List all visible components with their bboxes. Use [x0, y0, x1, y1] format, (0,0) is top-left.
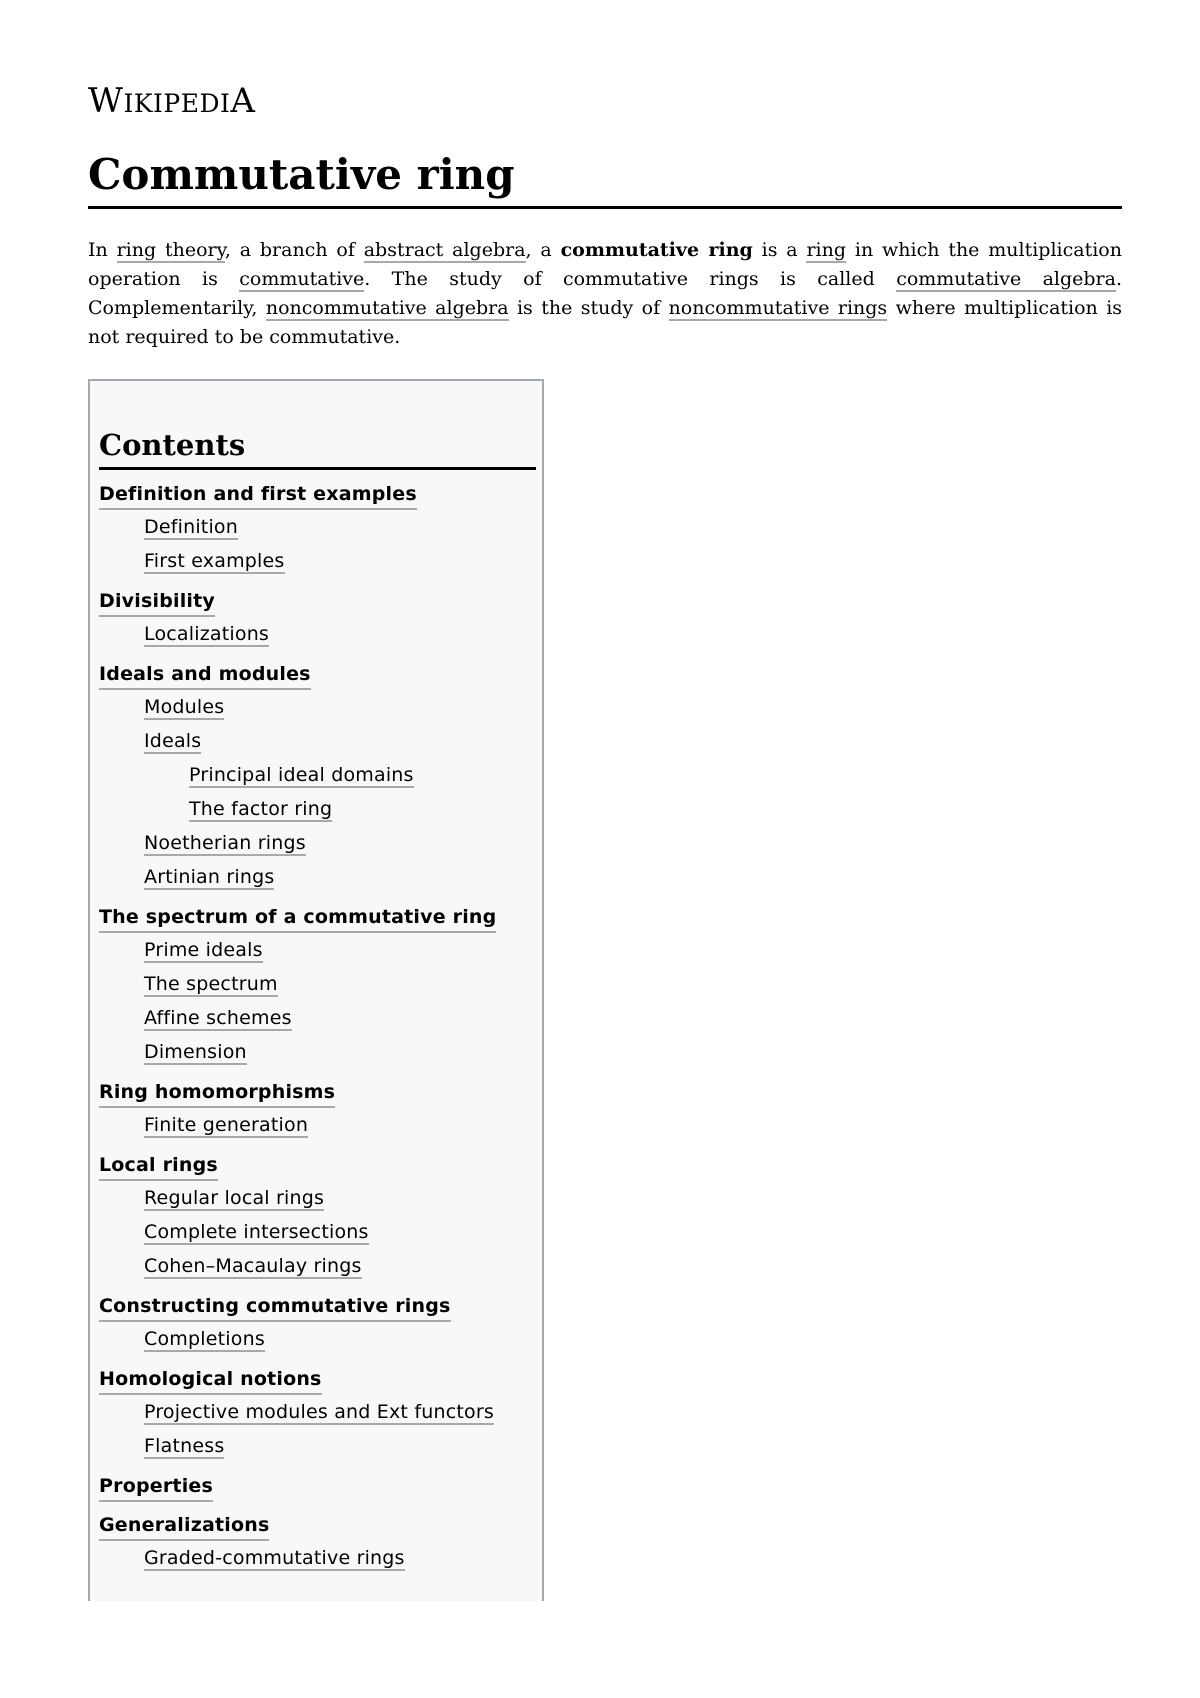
toc-item — [144, 1001, 496, 1035]
toc-item — [144, 967, 496, 1001]
toc-link-level2[interactable]: Complete intersections — [144, 1221, 369, 1243]
toc-link-level2[interactable]: Finite generation — [144, 1114, 309, 1136]
toc-item — [189, 792, 496, 826]
toc-item — [144, 1035, 496, 1069]
toc-item — [144, 1108, 496, 1142]
toc-sublist — [99, 617, 496, 651]
toc-link-level2[interactable]: Modules — [144, 696, 225, 718]
toc-list — [99, 481, 496, 1585]
intro-text: . The study of commutative rings is called — [364, 268, 897, 290]
toc-title: Contents — [99, 425, 536, 470]
toc-sublist — [99, 1395, 496, 1463]
link-abstract-algebra[interactable]: abstract algebra — [363, 239, 526, 261]
link-noncommutative-rings[interactable]: noncommutative rings — [668, 297, 888, 319]
intro-text: is a — [752, 239, 807, 261]
toc-item — [144, 933, 496, 967]
link-noncommutative-algebra[interactable]: noncommutative algebra — [265, 297, 509, 319]
toc-link-level1[interactable]: Ideals and modules — [99, 661, 311, 690]
toc-link-level2[interactable]: The spectrum — [144, 973, 278, 995]
toc-link-level1[interactable]: Local rings — [99, 1152, 218, 1181]
link-ring[interactable]: ring — [806, 239, 847, 261]
toc-link-level2[interactable]: Dimension — [144, 1041, 247, 1063]
toc-item — [144, 617, 496, 651]
logo-letter-a: A — [230, 81, 256, 121]
intro-text: , a branch of — [224, 239, 364, 261]
toc-item — [144, 860, 496, 894]
toc-item — [144, 724, 496, 826]
toc-item — [144, 1181, 496, 1215]
toc-sublist — [99, 933, 496, 1069]
toc-section — [99, 904, 496, 1069]
intro-text: . Complementarily, — [88, 268, 1123, 319]
toc-link-level2[interactable]: Localizations — [144, 623, 270, 645]
toc-link-level1[interactable]: Ring homomorphisms — [99, 1079, 335, 1108]
toc-link-level2[interactable]: Definition — [144, 516, 239, 538]
toc-link-level2[interactable]: Completions — [144, 1328, 265, 1350]
toc-link-level1[interactable]: Homological notions — [99, 1366, 322, 1395]
toc-sublist — [144, 758, 496, 826]
logo-letter-w: W — [88, 81, 124, 121]
toc-link-level2[interactable]: Ideals — [144, 730, 202, 752]
toc-link-level1[interactable]: Definition and first examples — [99, 481, 417, 510]
toc-sublist — [99, 1322, 496, 1356]
toc-link-level2[interactable]: Cohen–Macaulay rings — [144, 1255, 362, 1277]
toc-sublist — [99, 690, 496, 894]
toc-link-level3[interactable]: Principal ideal domains — [189, 764, 414, 786]
intro-text: in which the multiplication operation is — [88, 239, 1122, 290]
intro-paragraph — [88, 236, 1122, 352]
toc-link-level1[interactable]: The spectrum of a commutative ring — [99, 904, 496, 933]
toc-section — [99, 481, 496, 578]
intro-text: is the study of — [508, 297, 669, 319]
toc-link-level2[interactable]: Affine schemes — [144, 1007, 292, 1029]
toc-link-level1[interactable]: Generalizations — [99, 1512, 269, 1541]
toc-link-level1[interactable]: Properties — [99, 1473, 213, 1502]
toc-link-level3[interactable]: The factor ring — [189, 798, 333, 820]
toc-link-level2[interactable]: Flatness — [144, 1435, 225, 1457]
toc-item — [144, 1395, 496, 1429]
toc-link-level2[interactable]: Artinian rings — [144, 866, 275, 888]
toc-link-level1[interactable]: Divisibility — [99, 588, 215, 617]
toc-section — [99, 1293, 496, 1356]
toc-link-level2[interactable]: Prime ideals — [144, 939, 263, 961]
toc-section — [99, 588, 496, 651]
toc-item — [144, 1249, 496, 1283]
table-of-contents — [88, 379, 544, 1601]
toc-sublist — [99, 1181, 496, 1283]
toc-link-level1[interactable]: Constructing commutative rings — [99, 1293, 451, 1322]
logo-letters-middle: IKIPEDI — [123, 89, 231, 118]
wikipedia-logo[interactable] — [88, 81, 256, 121]
link-commutative-algebra[interactable]: commutative algebra — [896, 268, 1116, 290]
toc-item — [144, 1322, 496, 1356]
intro-text: , a — [525, 239, 561, 261]
intro-text: In — [88, 239, 117, 261]
page-title: Commutative ring — [88, 146, 1122, 209]
toc-sublist — [99, 1108, 496, 1142]
toc-link-level2[interactable]: Graded-commutative rings — [144, 1547, 405, 1569]
toc-section — [99, 1366, 496, 1463]
toc-item — [144, 1215, 496, 1249]
link-commutative[interactable]: commutative — [239, 268, 365, 290]
intro-text: where multiplication is not required to be commutative. — [88, 297, 1123, 348]
toc-section — [99, 1512, 496, 1575]
toc-link-level2[interactable]: Regular local rings — [144, 1187, 325, 1209]
toc-link-level2[interactable]: Noetherian rings — [144, 832, 306, 854]
toc-item — [189, 758, 496, 792]
toc-item — [144, 1541, 496, 1575]
toc-section — [99, 1473, 496, 1502]
link-ring-theory[interactable]: ring theory — [116, 239, 225, 261]
toc-section — [99, 661, 496, 894]
toc-section — [99, 1079, 496, 1142]
toc-item — [144, 544, 496, 578]
toc-item — [144, 690, 496, 724]
toc-item — [144, 826, 496, 860]
toc-link-level2[interactable]: First examples — [144, 550, 285, 572]
toc-item — [144, 1429, 496, 1463]
toc-section — [99, 1152, 496, 1283]
toc-sublist — [99, 510, 496, 578]
intro-bold-term: commutative ring — [560, 239, 753, 261]
toc-link-level2[interactable]: Projective modules and Ext functors — [144, 1401, 494, 1423]
toc-item — [144, 510, 496, 544]
toc-sublist — [99, 1541, 496, 1575]
